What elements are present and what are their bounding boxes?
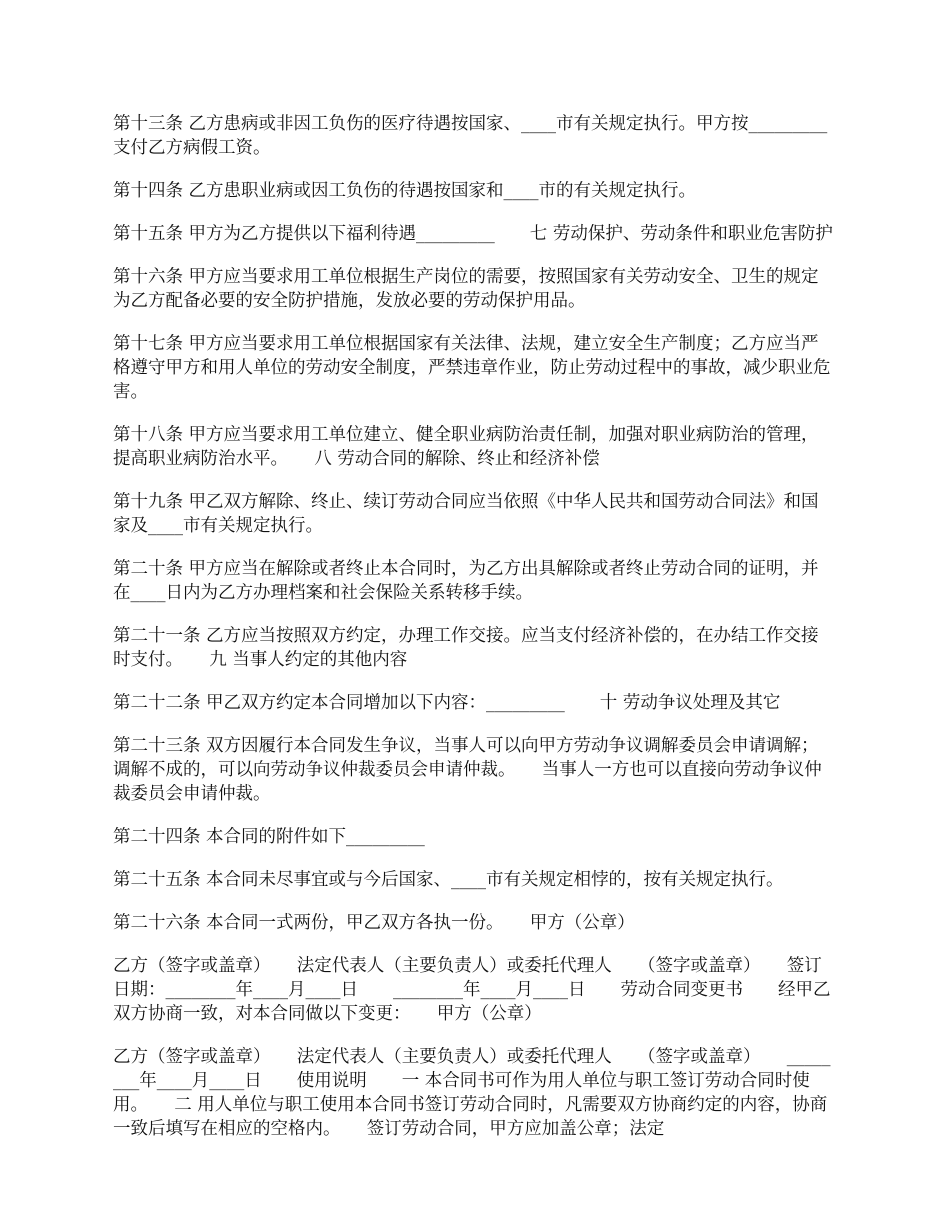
article-13: 第十三条 乙方患病或非因工负伤的医疗待遇按国家、____市有关规定执行。甲方按_________支付乙方病假工资。 bbox=[113, 114, 828, 158]
document-body bbox=[113, 112, 835, 1160]
article-20: 第二十条 甲方应当在解除或者终止本合同时，为乙方出具解除或者终止劳动合同的证明，并在____日内为乙方办理档案和社会保险关系转移手续。 bbox=[113, 559, 819, 603]
signature-block-1: 乙方（签字或盖章） 法定代表人（主要负责人）或委托代理人 （签字或盖章） 签订日期：________年____月____日 ________年____月____日 劳动合同变更书 经甲乙双方协商一致，对本合同做以下变更： 甲方（公章） bbox=[113, 956, 831, 1024]
article-15: 第十五条 甲方为乙方提供以下福利待遇_________ 七 劳动保护、劳动条件和职业危害防护 bbox=[113, 224, 833, 244]
article-14: 第十四条 乙方患职业病或因工负伤的待遇按国家和____市的有关规定执行。 bbox=[113, 181, 697, 201]
article-22: 第二十二条 甲乙双方约定本合同增加以下内容：_________ 十 劳动争议处理及其它 bbox=[113, 693, 781, 713]
article-16: 第十六条 甲方应当要求用工单位根据生产岗位的需要，按照国家有关劳动安全、卫生的规定为乙方配备必要的安全防护措施，发放必要的劳动保护用品。 bbox=[113, 267, 819, 311]
article-18: 第十八条 甲方应当要求用工单位建立、健全职业病防治责任制，加强对职业病防治的管理，提高职业病防治水平。 八 劳动合同的解除、终止和经济补偿 bbox=[113, 425, 819, 469]
article-21: 第二十一条 乙方应当按照双方约定，办理工作交接。应当支付经济补偿的，在办结工作交接时支付。 九 当事人约定的其他内容 bbox=[113, 626, 819, 670]
signature-block-2: 乙方（签字或盖章） 法定代表人（主要负责人）或委托代理人 （签字或盖章） ________年____月____日 使用说明 一 本合同书可作为用人单位与职工签订劳动合同时使用。 二 用人单位与职工使用本合同书签订劳动合同时，凡需要双方协商约定的内容，协商一致后填写在相应的空格内。 签订劳动合同，甲方应加盖公章；法定 bbox=[113, 1047, 831, 1139]
article-17: 第十七条 甲方应当要求用工单位根据国家有关法律、法规，建立安全生产制度；乙方应当严格遵守甲方和用人单位的劳动安全制度，严禁违章作业，防止劳动过程中的事故，减少职业危害。 bbox=[113, 334, 831, 402]
article-25: 第二十五条 本合同未尽事宜或与今后国家、____市有关规定相悖的，按有关规定执行。 bbox=[113, 870, 784, 890]
article-26: 第二十六条 本合同一式两份，甲乙双方各执一份。 甲方（公章） bbox=[113, 913, 635, 933]
article-23: 第二十三条 双方因履行本合同发生争议，当事人可以向甲方劳动争议调解委员会申请调解；调解不成的，可以向劳动争议仲裁委员会申请仲裁。 当事人一方也可以直接向劳动争议仲裁委员会申请仲裁。 bbox=[113, 736, 822, 804]
article-19: 第十九条 甲乙双方解除、终止、续订劳动合同应当依照《中华人民共和国劳动合同法》和国家及____市有关规定执行。 bbox=[113, 492, 819, 536]
article-24: 第二十四条 本合同的附件如下_________ bbox=[113, 827, 425, 847]
